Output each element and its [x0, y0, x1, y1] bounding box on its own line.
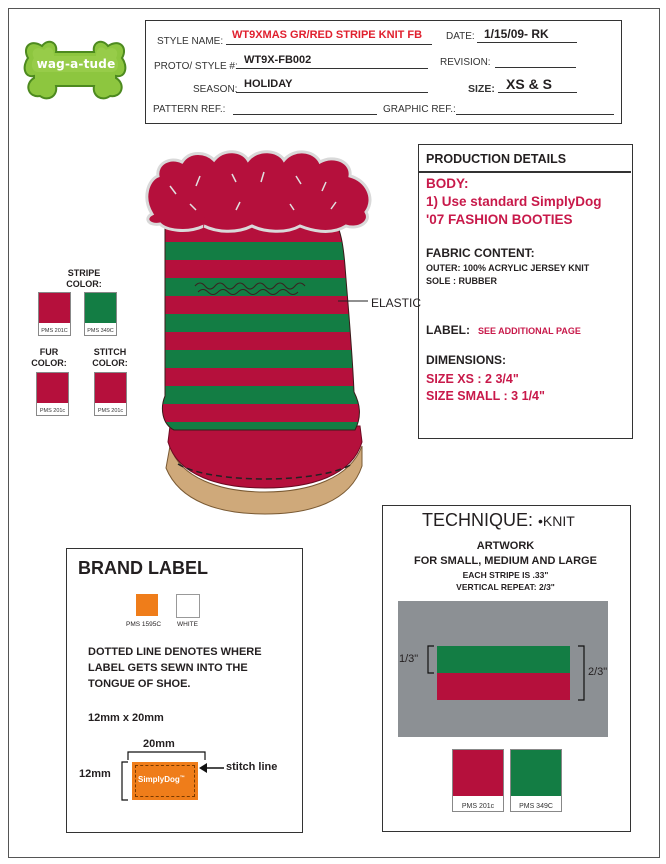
- swatch-fill: [453, 750, 503, 796]
- dimension-small: SIZE SMALL : 3 1/4": [426, 389, 545, 403]
- stripe-color-label: STRIPE COLOR:: [66, 268, 102, 289]
- graphic-ref-underline: [456, 113, 614, 115]
- simplydog-label-name: SimplyDog: [138, 775, 180, 784]
- swatch-caption: PMS 201C: [41, 328, 68, 334]
- height-dim-bracket: [118, 760, 130, 802]
- stitch-red-swatch: [94, 372, 127, 416]
- revision-underline: [495, 66, 576, 68]
- stripe-note: EACH STRIPE IS .33": [462, 570, 549, 580]
- season-value: HOLIDAY: [244, 78, 293, 90]
- graphic-ref-label: GRAPHIC REF.:: [383, 104, 456, 115]
- simplydog-label-tm: ™: [179, 775, 185, 781]
- technique-title: TECHNIQUE:: [422, 510, 534, 530]
- technique-red-swatch: [452, 749, 504, 812]
- date-underline: [477, 41, 577, 43]
- stitch-line-label: stitch line: [226, 761, 278, 773]
- season-label: SEASON:: [193, 84, 238, 95]
- technique-green-swatch: [510, 749, 562, 812]
- fabric-content-label: FABRIC CONTENT:: [426, 246, 535, 260]
- body-line-2: '07 FASHION BOOTIES: [426, 212, 573, 227]
- fur-red-swatch: [36, 372, 69, 416]
- brand-note-line-3: TONGUE OF SHOE.: [88, 678, 191, 690]
- date-value: 1/15/09- RK: [484, 27, 549, 41]
- dimensions-label: DIMENSIONS:: [426, 353, 507, 367]
- proto-value: WT9X-FB002: [244, 54, 312, 66]
- label-label: LABEL:: [426, 323, 470, 337]
- simplydog-label-text: [138, 775, 185, 784]
- label-value: SEE ADDITIONAL PAGE: [478, 326, 581, 336]
- swatch-caption: PMS 201c: [97, 408, 124, 414]
- brand-note-line-1: DOTTED LINE DENOTES WHERE: [88, 646, 262, 658]
- proto-underline: [236, 67, 428, 69]
- height-dim-label: 12mm: [79, 768, 111, 780]
- width-dim-label: 20mm: [143, 738, 175, 750]
- dim-two-thirds: 2/3": [588, 666, 608, 678]
- stripe-red-swatch: [38, 292, 71, 336]
- fabric-outer: OUTER: 100% ACRYLIC JERSEY KNIT: [426, 263, 590, 273]
- pattern-ref-underline: [233, 113, 377, 115]
- artwork-dimension-brackets: [420, 644, 610, 704]
- brand-note-line-2: LABEL GETS SEWN INTO THE: [88, 662, 248, 674]
- swatch-fill: [95, 373, 126, 403]
- stitch-color-label: STITCH COLOR:: [92, 347, 128, 368]
- season-underline: [236, 91, 428, 93]
- revision-label: REVISION:: [440, 57, 491, 68]
- body-label: BODY:: [426, 176, 469, 191]
- swatch-fill: [511, 750, 561, 796]
- fabric-sole: SOLE : RUBBER: [426, 276, 498, 286]
- white-swatch-caption: WHITE: [177, 621, 198, 628]
- proto-label: PROTO/ STYLE #:: [154, 61, 238, 72]
- style-name-value: WT9XMAS GR/RED STRIPE KNIT FB: [232, 29, 423, 41]
- swatch-fill: [39, 293, 70, 323]
- artwork-sizes: FOR SMALL, MEDIUM AND LARGE: [414, 555, 597, 567]
- elastic-label: ELASTIC: [371, 296, 422, 310]
- swatch-fill: [85, 293, 116, 323]
- artwork-title: ARTWORK: [476, 540, 535, 552]
- knit-sock-illustration: [140, 146, 390, 526]
- dim-one-third: 1/3": [399, 653, 419, 665]
- wag-a-tude-logo: [22, 36, 128, 106]
- white-swatch: [176, 594, 200, 618]
- logo-text: wag-a-tude: [36, 57, 116, 71]
- production-title-rule: [418, 171, 631, 173]
- date-label: DATE:: [446, 31, 475, 42]
- style-name-label: STYLE NAME:: [157, 36, 224, 47]
- technique-method: •KNIT: [538, 513, 575, 529]
- swatch-caption: PMS 201c: [39, 408, 66, 414]
- swatch-caption: PMS 349C: [87, 328, 114, 334]
- brand-label-size: 12mm x 20mm: [88, 712, 164, 724]
- dimension-xs: SIZE XS : 2 3/4": [426, 372, 519, 386]
- production-title: PRODUCTION DETAILS: [426, 152, 567, 166]
- swatch-caption: PMS 201c: [461, 803, 495, 810]
- stripe-green-swatch: [84, 292, 117, 336]
- style-name-underline: [226, 43, 432, 45]
- orange-swatch-caption: PMS 1595C: [126, 621, 162, 628]
- size-label: SIZE:: [468, 83, 495, 95]
- orange-swatch: [136, 594, 158, 616]
- brand-label-title: BRAND LABEL: [78, 558, 208, 578]
- pattern-ref-label: PATTERN REF.:: [153, 104, 226, 115]
- swatch-caption: PMS 349C: [519, 803, 553, 810]
- swatch-fill: [37, 373, 68, 403]
- stitch-line-arrow-icon: [199, 761, 225, 775]
- body-line-1: 1) Use standard SimplyDog: [426, 194, 602, 209]
- fur-color-label: FUR COLOR:: [31, 347, 67, 368]
- size-value: XS & S: [506, 76, 552, 92]
- repeat-note: VERTICAL REPEAT: 2/3": [456, 582, 555, 592]
